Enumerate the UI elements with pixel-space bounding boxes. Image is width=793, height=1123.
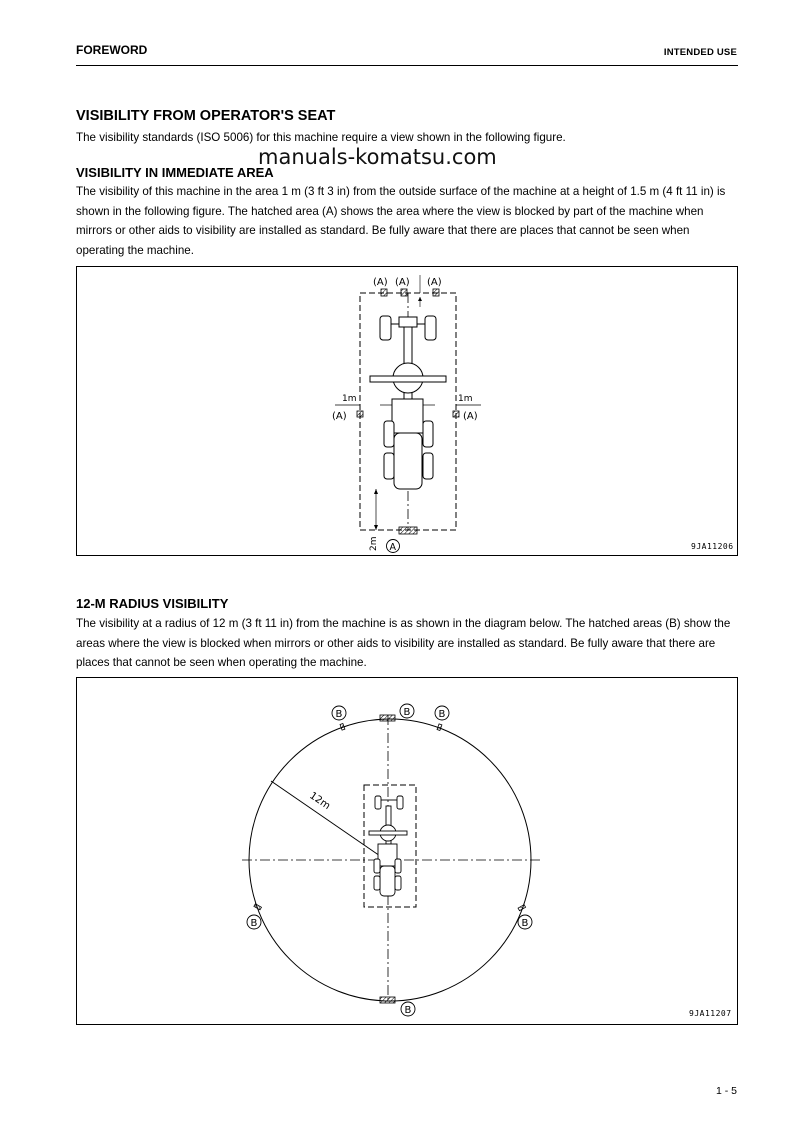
dim-1m-right: 1m bbox=[458, 394, 473, 404]
figure-immediate-area bbox=[76, 266, 738, 556]
label-b-top-left bbox=[332, 706, 346, 720]
label-b-right bbox=[518, 915, 532, 929]
header-section-title: FOREWORD bbox=[76, 43, 148, 57]
hatched-b-right bbox=[518, 905, 526, 911]
figure-12m-radius-drawing bbox=[77, 678, 737, 1024]
hatched-b-top-right bbox=[437, 724, 442, 731]
cab bbox=[392, 399, 423, 433]
front-tire-left bbox=[380, 316, 391, 340]
rear-body bbox=[394, 433, 422, 489]
paragraph-12m-radius: The visibility at a radius of 12 m (3 ft 11 in) from the machine is as shown in the diagram below. The hatched areas (B) show the areas where the view is blocked when mirrors or other aids to visibility are installed as standard. Be fully aware that there are places that cannot be seen when operating the machine. bbox=[76, 617, 731, 669]
header-chapter-title: INTENDED USE bbox=[663, 47, 737, 58]
label-b-top-center bbox=[400, 704, 414, 718]
heading-immediate-area: VISIBILITY IN IMMEDIATE AREA bbox=[76, 165, 274, 180]
hatched-area-bottom bbox=[399, 527, 417, 534]
paragraph-visibility-standards: The visibility standards (ISO 5006) for this machine require a view shown in the following figure. bbox=[76, 131, 566, 144]
paragraph-immediate-area: The visibility of this machine in the area 1 m (3 ft 3 in) from the outside surface of the machine at a height of 1.5 m (4 ft 11 in) is shown in the following figure. The hatched area (A) shows the area where the view is blocked by part of the machine when mirrors or other aids to visibility are installed as standard. Be fully aware that there are places that cannot be seen when operating the machine. bbox=[76, 185, 726, 257]
page-number: 1 - 5 bbox=[715, 1085, 737, 1097]
svg-text:B: B bbox=[521, 918, 529, 929]
figure-code-9ja11206: 9JA11206 bbox=[691, 542, 734, 551]
heading-visibility-operator-seat: VISIBILITY FROM OPERATOR'S SEAT bbox=[76, 108, 336, 124]
hatched-b-top-left bbox=[340, 723, 345, 730]
heading-12m-radius: 12-M RADIUS VISIBILITY bbox=[76, 596, 229, 611]
front-tire-right bbox=[425, 316, 436, 340]
hatched-area-top-right bbox=[433, 289, 439, 296]
hatched-b-bottom bbox=[380, 997, 395, 1003]
blade bbox=[370, 376, 446, 382]
label-b-top-right bbox=[435, 706, 449, 720]
label-b-bottom bbox=[401, 1002, 415, 1016]
label-a-top-right: (A) bbox=[427, 277, 442, 288]
hatched-b-left bbox=[254, 904, 262, 910]
figure-immediate-area-drawing bbox=[77, 267, 737, 555]
label-a-bottom: A bbox=[389, 542, 396, 553]
dim-1m-left: 1m bbox=[342, 394, 357, 404]
svg-text:B: B bbox=[438, 709, 446, 720]
label-a-right: (A) bbox=[463, 411, 478, 422]
svg-text:B: B bbox=[250, 918, 258, 929]
svg-text:B: B bbox=[335, 709, 343, 720]
label-a-top-left: (A) bbox=[373, 277, 388, 288]
hatched-area-top-center bbox=[401, 289, 407, 296]
figure-12m-radius bbox=[76, 677, 738, 1025]
label-b-left bbox=[247, 915, 261, 929]
radius-line bbox=[271, 781, 383, 858]
hatched-b-top bbox=[380, 715, 395, 721]
hatched-area-right bbox=[453, 411, 459, 417]
hatched-area-top-left bbox=[381, 289, 387, 296]
machine-cab bbox=[378, 844, 397, 866]
figure-code-9ja11207: 9JA11207 bbox=[689, 1009, 732, 1018]
label-a-top-center: (A) bbox=[395, 277, 410, 288]
header-divider bbox=[76, 65, 738, 66]
svg-text:B: B bbox=[404, 1005, 412, 1016]
dim-2m: 2m bbox=[369, 536, 379, 551]
hatched-area-left bbox=[357, 411, 363, 417]
svg-text:B: B bbox=[403, 707, 411, 718]
machine-blade bbox=[369, 831, 407, 835]
dim-12m: 12m bbox=[307, 790, 333, 813]
label-a-left: (A) bbox=[332, 411, 347, 422]
watermark-text: manuals-komatsu.com bbox=[258, 145, 497, 169]
